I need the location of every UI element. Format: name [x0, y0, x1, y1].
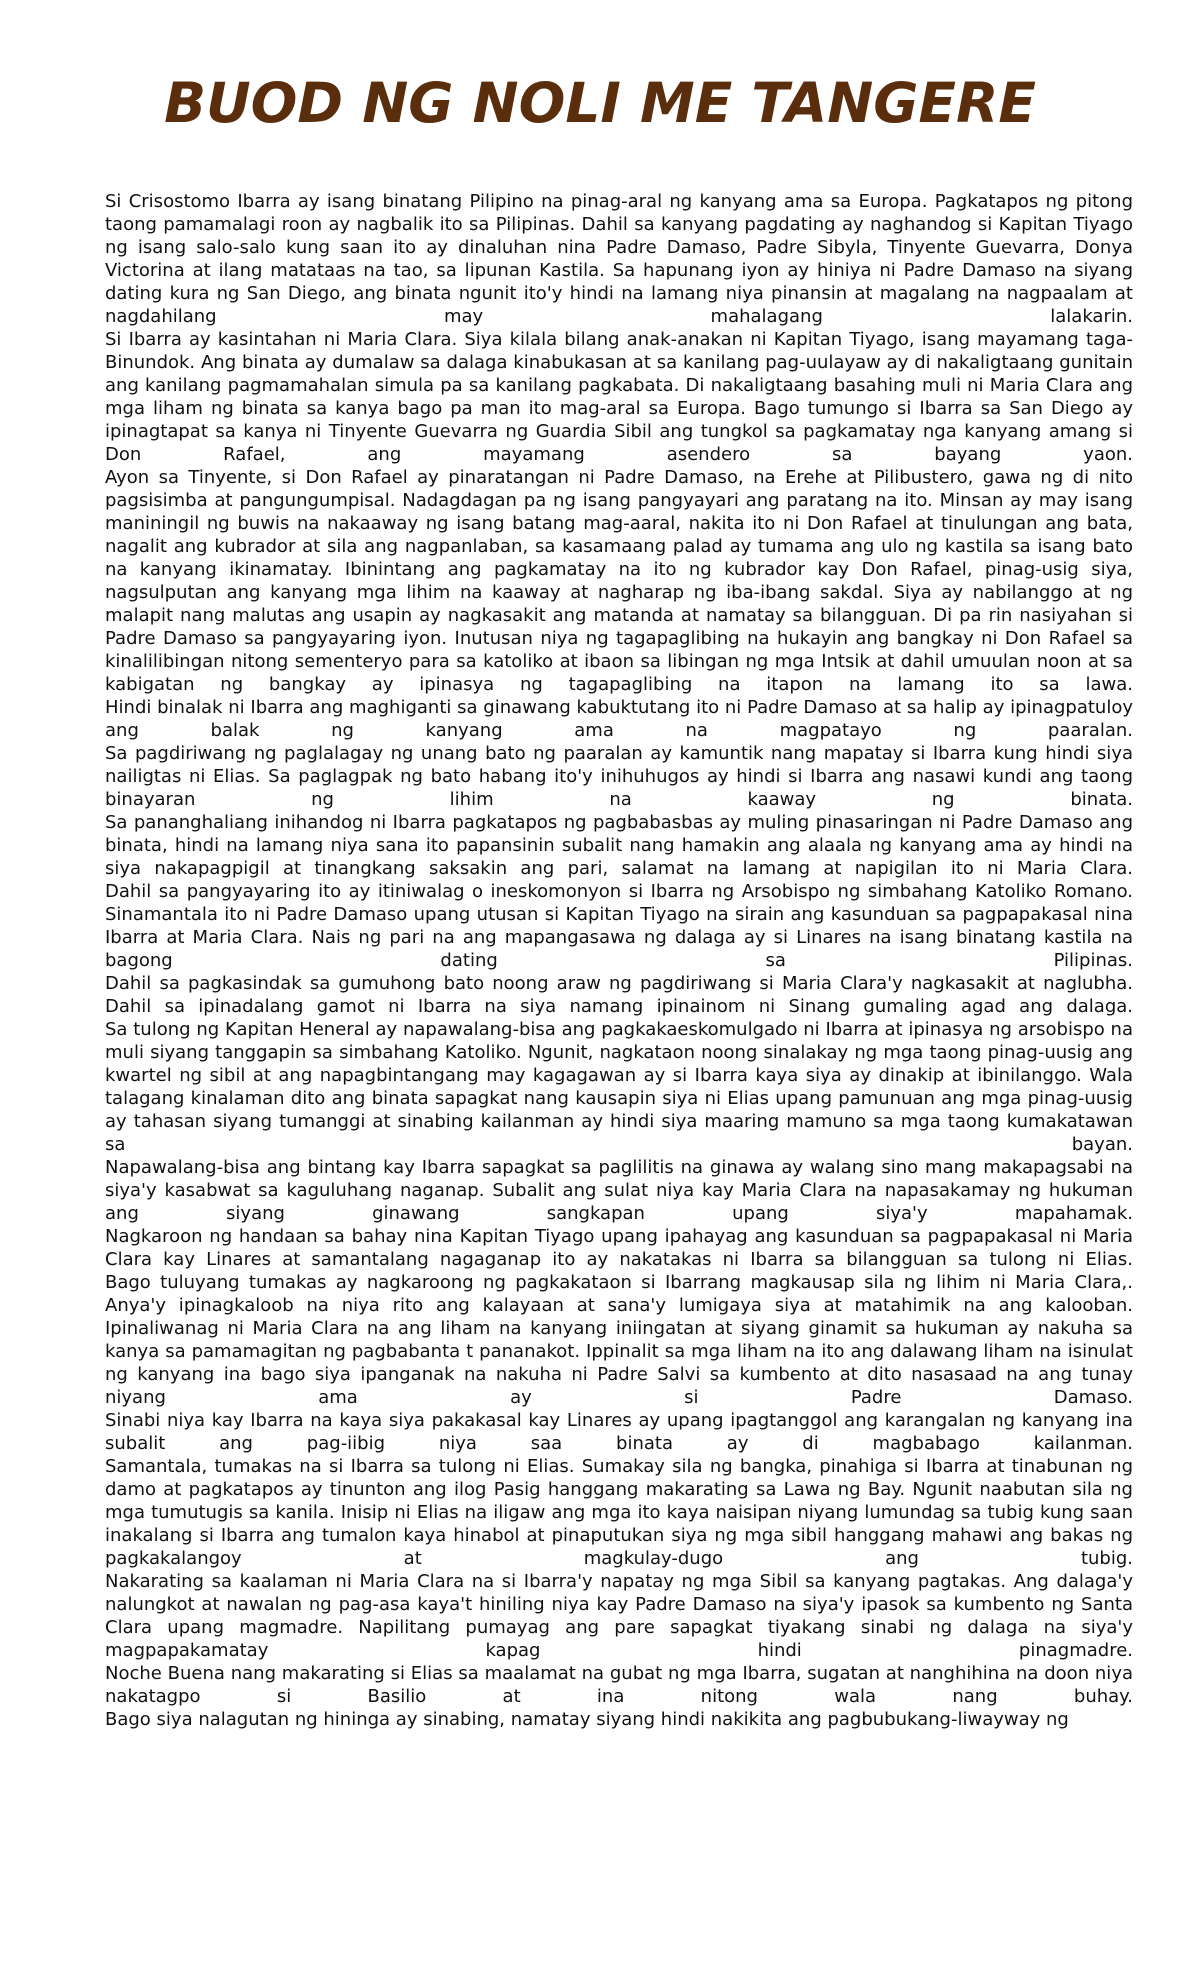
- paragraph: Ayon sa Tinyente, si Don Rafael ay pinaratangan ni Padre Damaso, na Erehe at Pilibustero, gawa ng di nito pagsisimba at pangungumpisal. Nadagdagan pa ng isang pangyayari ang paratang na ito. Minsan ay may isang maniningil ng buwis na nakaaway ng isang batang mag-aaral, nakita ito ni Don Rafael at tinulungan ang bata, nagalit ang kubrador at sila ang nagpanlaban, sa kasamaang palad ay tumama ang ulo ng kastila sa isang bato na kanyang ikinamatay. Ibinintang ang pagkamatay na ito ng kubrador kay Don Rafael, pinag-usig siya, nagsulputan ang kanyang mga lihim na kaaway at nagharap ng iba-ibang sakdal. Siya ay nabilanggo at ng malapit nang malutas ang usapin ay nagkasakit ang matanda at namatay sa bilangguan. Di pa rin nasiyahan si Padre Damaso sa pangyayaring iyon. Inutusan niya ng tagapaglibing na hukayin ang bangkay ni Don Rafael sa kinalilibingan nitong sementeryo para sa katoliko at ibaon sa libingan ng mga Intsik at dahil umuulan noon at sa kabigatan ng bangkay ay ipinasya ng tagapaglibing na itapon na lamang ito sa lawa.: [105, 467, 1133, 695]
- paragraph: Sinabi niya kay Ibarra na kaya siya pakakasal kay Linares ay upang ipagtanggol ang karangalan ng kanyang ina subalit ang pag-iibig niya saa binata ay di magbabago kailanman.: [105, 1410, 1133, 1454]
- document-title: BUOD NG NOLI ME TANGERE: [164, 71, 1036, 135]
- paragraph: Sa pagdiriwang ng paglalagay ng unang bato ng paaralan ay kamuntik nang mapatay si Ibarra kung hindi siya nailigtas ni Elias. Sa paglagpak ng bato habang ito'y inihuhugos ay hindi si Ibarra ang nasawi kundi ang taong binayaran ng lihim na kaaway ng binata.: [105, 743, 1133, 810]
- paragraph: Hindi binalak ni Ibarra ang maghiganti sa ginawang kabuktutang ito ni Padre Damaso at sa halip ay ipinagpatuloy ang balak ng kanyang ama na magpatayo ng paaralan.: [105, 697, 1133, 741]
- paragraph: Dahil sa pangyayaring ito ay itiniwalag o ineskomonyon si Ibarra ng Arsobispo ng simbahang Katoliko Romano. Sinamantala ito ni Padre Damaso upang utusan si Kapitan Tiyago na sirain ang kasunduan sa pagpapakasal nina Ibarra at Maria Clara. Nais ng pari na ang mapangasawa ng dalaga ay si Linares na isang binatang kastila na bagong dating sa Pilipinas.: [105, 881, 1133, 971]
- paragraph: Noche Buena nang makarating si Elias sa maalamat na gubat ng mga Ibarra, sugatan at nanghihina na doon niya nakatagpo si Basilio at ina nitong wala nang buhay.: [105, 1663, 1133, 1707]
- paragraph: Dahil sa pagkasindak sa gumuhong bato noong araw ng pagdiriwang si Maria Clara'y nagkasakit at naglubha. Dahil sa ipinadalang gamot ni Ibarra na siya namang ipinainom ni Sinang gumaling agad ang dalaga.: [105, 973, 1133, 1017]
- paragraph: Napawalang-bisa ang bintang kay Ibarra sapagkat sa paglilitis na ginawa ay walang sino mang makapagsabi na siya'y kasabwat sa kaguluhang naganap. Subalit ang sulat niya kay Maria Clara na napasakamay ng hukuman ang siyang ginawang sangkapan upang siya'y mapahamak.: [105, 1157, 1133, 1224]
- paragraph: Bago tuluyang tumakas ay nagkaroong ng pagkakataon si Ibarrang magkausap sila ng lihim ni Maria Clara,. Anya'y ipinagkaloob na niya rito ang kalayaan at sana'y lumigaya siya at matahimik na ang kalooban. Ipinaliwanag ni Maria Clara na ang liham na kanyang iniingatan at siyang ginamit sa hukuman ay nakuha sa kanya sa pamamagitan ng pagbabanta t pananakot. Ippinalit sa mga liham na ito ang dalawang liham na isinulat ng kanyang ina bago siya ipanganak na nakuha ni Padre Salvi sa kumbento at dito nasasaad na ang tunay niyang ama ay si Padre Damaso.: [105, 1272, 1133, 1408]
- paragraph: Nagkaroon ng handaan sa bahay nina Kapitan Tiyago upang ipahayag ang kasunduan sa pagpapakasal ni Maria Clara kay Linares at samantalang nagaganap ito ay nakatakas ni Ibarra sa bilangguan sa tulong ni Elias.: [105, 1226, 1133, 1270]
- paragraph: Si Crisostomo Ibarra ay isang binatang Pilipino na pinag-aral ng kanyang ama sa Europa. Pagkatapos ng pitong taong pamamalagi roon ay nagbalik ito sa Pilipinas. Dahil sa kanyang pagdating ay naghandog si Kapitan Tiyago ng isang salo-salo kung saan ito ay dinaluhan nina Padre Damaso, Padre Sibyla, Tinyente Guevarra, Donya Victorina at ilang matataas na tao, sa lipunan Kastila. Sa hapunang iyon ay hiniya ni Padre Damaso na siyang dating kura ng San Diego, ang binata ngunit ito'y hindi na lamang niya pinansin at magalang na nagpaalam at nagdahilang may mahalagang lalakarin.: [105, 191, 1133, 327]
- paragraph: Samantala, tumakas na si Ibarra sa tulong ni Elias. Sumakay sila ng bangka, pinahiga si Ibarra at tinabunan ng damo at pagkatapos ay tinunton ang ilog Pasig hanggang makarating sa Lawa ng Bay. Ngunit naabutan sila ng mga tumutugis sa kanila. Inisip ni Elias na iligaw ang mga ito kaya naisipan niyang lumundag sa tubig kung saan inakalang si Ibarra ang tumalon kaya hinabol at pinaputukan siya ng mga sibil hanggang mahawi ang bakas ng pagkakalangoy at magkulay-dugo ang tubig.: [105, 1456, 1133, 1569]
- paragraph: Bago siya nalagutan ng hininga ay sinabing, namatay siyang hindi nakikita ang pagbubukang-liwayway ng: [105, 1709, 1069, 1730]
- paragraph: Nakarating sa kaalaman ni Maria Clara na si Ibarra'y napatay ng mga Sibil sa kanyang pagtakas. Ang dalaga'y nalungkot at nawalan ng pag-asa kaya't hiniling niya kay Padre Damaso na siya'y ipasok sa kumbento ng Santa Clara upang magmadre. Napilitang pumayag ang pare sapagkat tiyakang sinabi ng dalaga na siya'y magpapakamatay kapag hindi pinagmadre.: [105, 1571, 1133, 1661]
- paragraph: Si Ibarra ay kasintahan ni Maria Clara. Siya kilala bilang anak-anakan ni Kapitan Tiyago, isang mayamang taga-Binundok. Ang binata ay dumalaw sa dalaga kinabukasan at sa kanilang pag-uulayaw ay di nakaligtaang gunitain ang kanilang pagmamahalan simula pa sa kanilang pagkabata. Di nakaligtaang basahing muli ni Maria Clara ang mga liham ng binata sa kanya bago pa man ito mag-aral sa Europa. Bago tumungo si Ibarra sa San Diego ay ipinagtapat sa kanya ni Tinyente Guevarra ng Guardia Sibil ang tungkol sa pagkamatay nga kanyang amang si Don Rafael, ang mayamang asendero sa bayang yaon.: [105, 329, 1133, 465]
- paragraph: Sa pananghaliang inihandog ni Ibarra pagkatapos ng pagbabasbas ay muling pinasaringan ni Padre Damaso ang binata, hindi na lamang niya sana ito papansinin subalit nang hamakin ang alaala ng kanyang ama ay hindi na siya nakapagpigil at tinangkang saksakin ang pari, salamat na lamang at napigilan ito ni Maria Clara.: [105, 812, 1133, 879]
- document-body: [105, 190, 1133, 1731]
- paragraph: Sa tulong ng Kapitan Heneral ay napawalang-bisa ang pagkakaeskomulgado ni Ibarra at ipinasya ng arsobispo na muli siyang tanggapin sa simbahang Katoliko. Ngunit, nagkataon noong sinalakay ng mga taong pinag-uusig ang kwartel ng sibil at ang napagbintangang may kagagawan ay si Ibarra kaya siya ay dinakip at ibinilanggo. Wala talagang kinalaman dito ang binata sapagkat nang kausapin siya ni Elias upang pamunuan ang mga pinag-uusig ay tahasan siyang tumanggi at sinabing kailanman ay hindi siya maaring mamuno sa mga taong kumakatawan sa bayan.: [105, 1019, 1133, 1155]
